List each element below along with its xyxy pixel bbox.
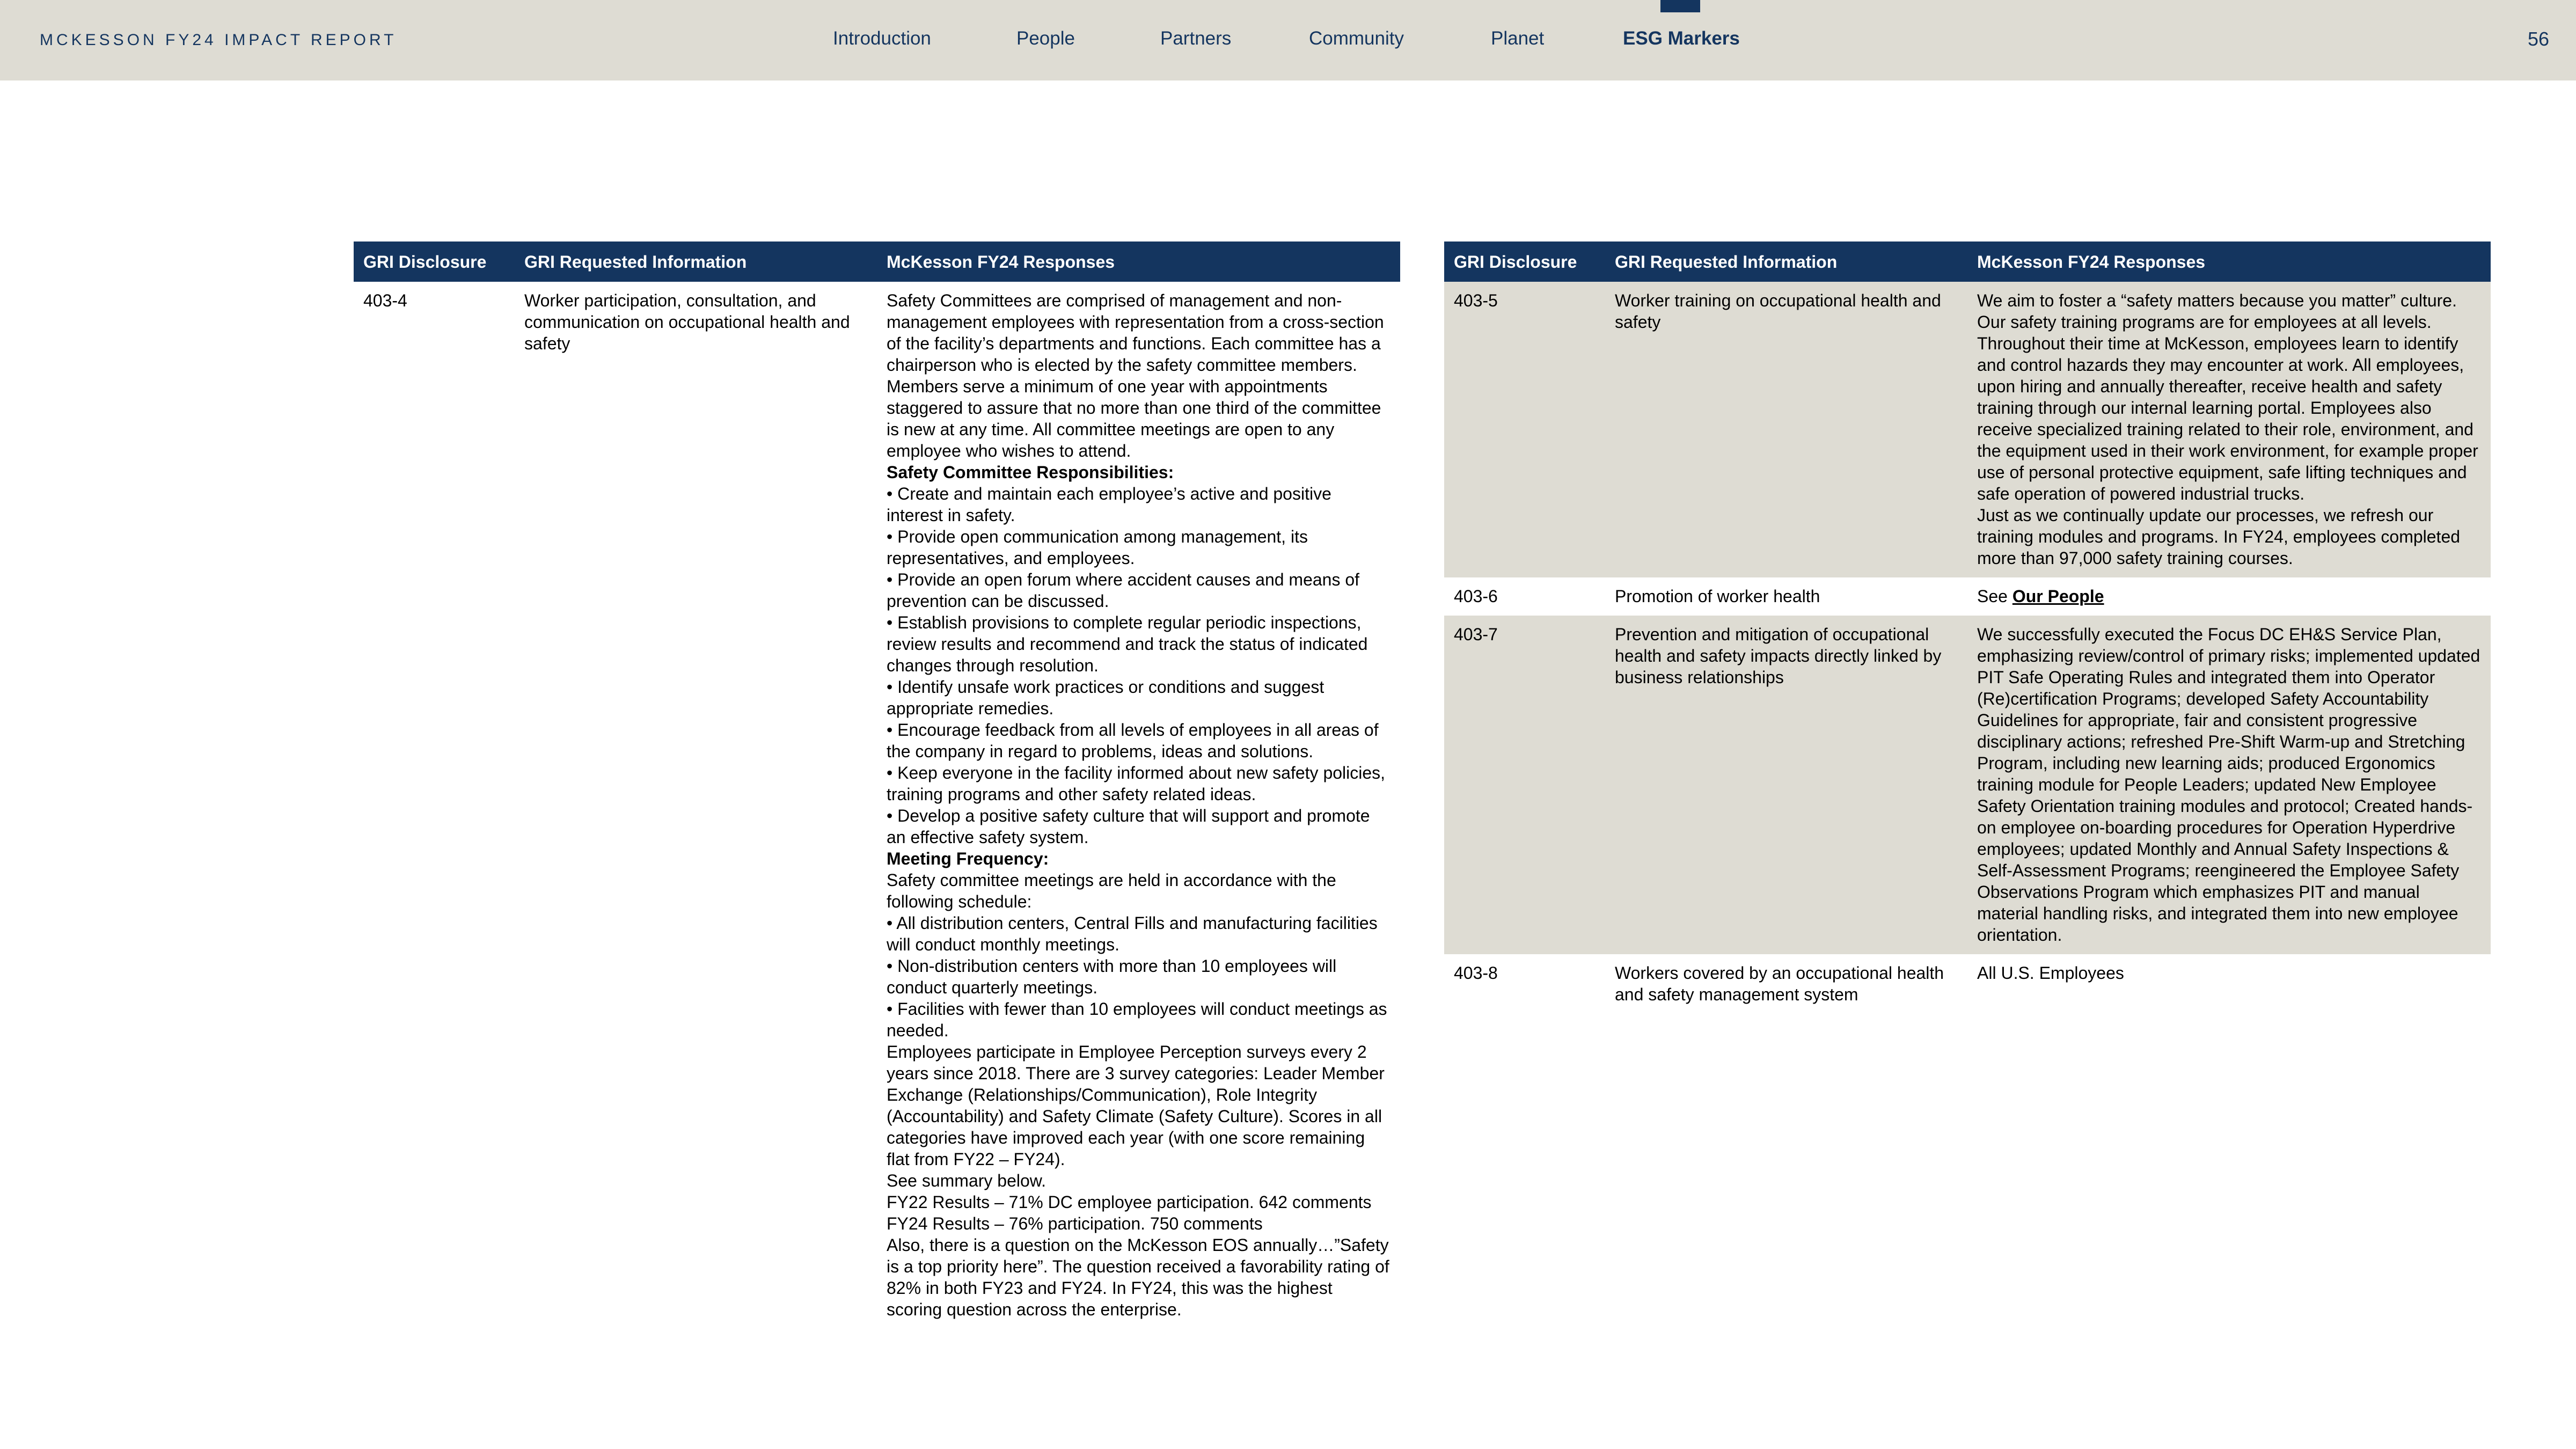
gri-table-right xyxy=(1444,241,2491,1014)
header-gri-disclosure: GRI Disclosure xyxy=(354,241,515,282)
disclosure-code: 403-4 xyxy=(363,291,407,310)
top-header-bar xyxy=(0,0,2576,80)
nav-planet[interactable]: Planet xyxy=(1491,28,1545,49)
table-header-row xyxy=(1444,241,2491,282)
response-cell: We successfully executed the Focus DC EH&S Service Plan, emphasizing review/control of primary risks; implemented updated PIT Safe Operating Rules and integrated them into Operator (Re)certification Programs; developed Safety Accountability Guidelines for appropriate, fair and consistent progressive disciplinary actions; refreshed Pre-Shift Warm-up and Stretching Program, including new learning aids; produced Ergonomics training module for People Leaders; updated New Employee Safety Orientation training modules and protocol; Created hands-on employee on-boarding procedures for Operation Hyperdrive employees; updated Monthly and Annual Safety Inspections & Self-Assessment Programs; reengineered the Employee Safety Observations Program which emphasizes PIT and manual material handling risks, and integrated them into new employee orientation. xyxy=(1967,616,2491,954)
nav-community[interactable]: Community xyxy=(1309,28,1404,49)
disclosure-code: 403-7 xyxy=(1444,616,1605,954)
nav-esg-markers[interactable]: ESG Markers xyxy=(1623,28,1740,49)
table-row xyxy=(1444,282,2491,577)
gri-table-left xyxy=(354,241,1400,1329)
response-prefix: See xyxy=(1977,587,2012,606)
response-cell: We aim to foster a “safety matters because you matter” culture. Our safety training programs are for employees at all levels. Throughout their time at McKesson, employees learn to identify and control hazards they may encounter at work. All employees, upon hiring and annually thereafter, receive health and safety training through our internal learning portal. Employees also receive specialized training related to their role, environment, and the equipment used in their work environment, for example proper use of personal protective equipment, safe lifting techniques and safe operation of powered industrial trucks. Just as we continually update our processes, we refresh our training modules and programs. In FY24, employees completed more than 97,000 safety training courses. xyxy=(1967,282,2491,577)
header-mckesson-responses: McKesson FY24 Responses xyxy=(1967,241,2491,282)
requested-info: Worker training on occupational health and safety xyxy=(1605,282,1967,577)
page-number: 56 xyxy=(2527,28,2549,50)
header-mckesson-responses: McKesson FY24 Responses xyxy=(877,241,1400,282)
our-people-link[interactable]: Our People xyxy=(2012,587,2104,606)
table-row xyxy=(354,282,1400,1329)
nav-introduction[interactable]: Introduction xyxy=(833,28,931,49)
requested-info: Worker participation, consultation, and communication on occupational health and safety xyxy=(524,291,850,353)
header-gri-requested-information: GRI Requested Information xyxy=(1605,241,1967,282)
response-bullets: • Create and maintain each employee’s active and positive interest in safety. • Provide open communication among management, its representatives, and employees. • Provide an open forum where accident causes and means of prevention can be discussed. • Establish provisions to complete regular periodic inspections, review results and recommend and track the status of indicated changes through resolution. • Identify unsafe work practices or conditions and suggest appropriate remedies. • Encourage feedback from all levels of employees in all areas of the company in regard to problems, ideas and solutions. • Keep everyone in the facility informed about new safety policies, training programs and other safety related ideas. • Develop a positive safety culture that will support and promote an effective safety system. xyxy=(887,484,1386,847)
table-header-row xyxy=(354,241,1400,282)
requested-info: Workers covered by an occupational health and safety management system xyxy=(1615,963,1944,1004)
report-title: MCKESSON FY24 IMPACT REPORT xyxy=(40,31,397,49)
active-section-marker xyxy=(1660,0,1700,12)
nav-partners[interactable]: Partners xyxy=(1160,28,1232,49)
requested-info: Promotion of worker health xyxy=(1615,587,1820,606)
response-paragraph: Safety Committees are comprised of management and non-management employees with representation from a cross-section of the facility’s departments and functions. Each committee has a chairperson who is elected by the safety committee members. Members serve a minimum of one year with appointments staggered to assure that no more than one third of the committee is new at any time. All committee meetings are open to any employee who wishes to attend. xyxy=(887,291,1384,460)
table-row xyxy=(1444,616,2491,954)
response-subheading: Meeting Frequency: xyxy=(887,849,1049,868)
header-gri-disclosure: GRI Disclosure xyxy=(1444,241,1605,282)
requested-info: Prevention and mitigation of occupational health and safety impacts directly linked by business relationships xyxy=(1605,616,1967,954)
table-row xyxy=(1444,577,2491,616)
response-subheading: Safety Committee Responsibilities: xyxy=(887,463,1174,482)
response-paragraph: Safety committee meetings are held in accordance with the following schedule: • All distribution centers, Central Fills and manufacturing facilities will conduct monthly meetings. • Non-distribution centers with more than 10 employees will conduct quarterly meetings. • Facilities with fewer than 10 employees will conduct meetings as needed. Employees participate in Employee Perception surveys every 2 years since 2018. There are 3 survey categories: Leader Member Exchange (Relationships/Communication), Role Integrity (Accountability) and Safety Climate (Safety Culture). Scores in all categories have improved each year (with one score remaining flat from FY22 – FY24). See summary below. FY22 Results – 71% DC employee participation. 642 comments FY24 Results – 76% participation. 750 comments Also, there is a question on the McKesson EOS annually…”Safety is a top priority here”. The question received a favorability rating of 82% in both FY23 and FY24. In FY24, this was the highest scoring question across the enterprise. xyxy=(887,870,1389,1319)
section-nav xyxy=(0,0,2576,80)
response-cell xyxy=(877,282,1400,1329)
nav-people[interactable]: People xyxy=(1016,28,1075,49)
disclosure-code: 403-8 xyxy=(1454,963,1498,983)
response-cell: All U.S. Employees xyxy=(1977,963,2124,983)
disclosure-code: 403-5 xyxy=(1444,282,1605,577)
table-row xyxy=(1444,954,2491,1014)
disclosure-code: 403-6 xyxy=(1454,587,1498,606)
response-cell xyxy=(1967,577,2491,616)
header-gri-requested-information: GRI Requested Information xyxy=(515,241,877,282)
